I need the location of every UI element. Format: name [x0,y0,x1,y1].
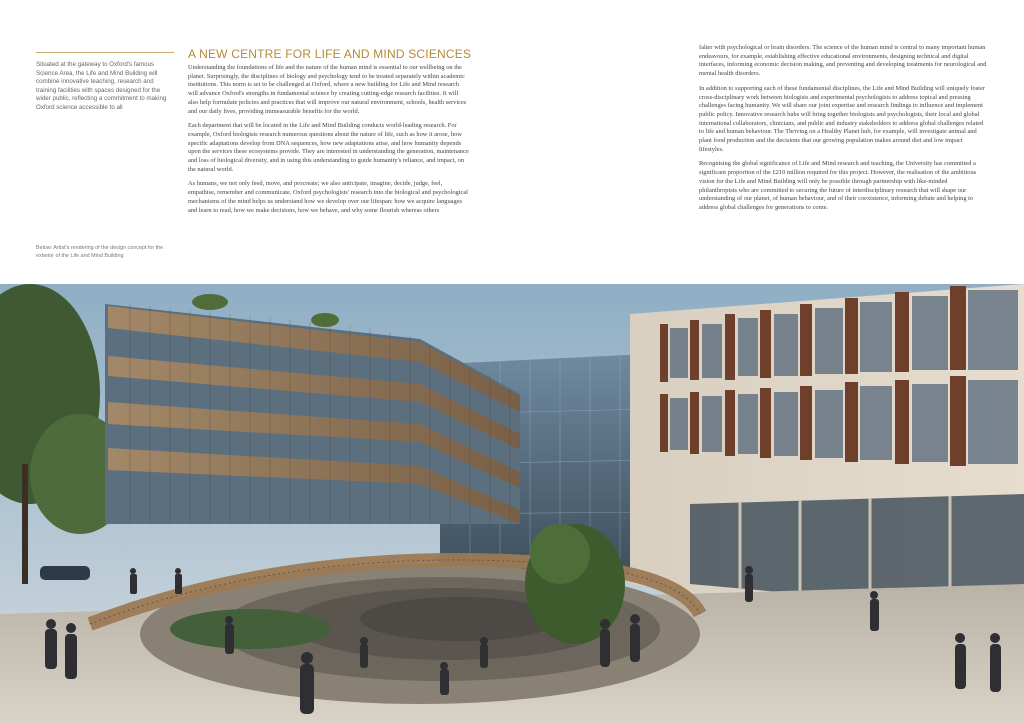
image-caption [36,244,181,260]
article-column-1 [188,64,470,221]
building-rendering-illustration [0,284,1024,724]
paragraph: As humans, we not only feed, move, and procreate; we also anticipate, imagine, decide, judge, feel, empathise, remember and communicate. Oxford psychologists' research into the biological and psychological mechanisms of the mind helps us understand how we develop over our lifespan: how we acquire languages and learn to read, how we make decisions, how we behave, and why some flourish whereas others [188,180,468,214]
paragraph: Understanding the foundations of life and the nature of the human mind is essential to our wellbeing on the planet. Surprisingly, the disciplines of biology and psychology tend to be treated separately within academic institutions. This norm is set to be challenged at Oxford, where a new building for Life and Mind research will advance Oxford's strengths in fundamental science by creating cutting-edge research facilities. It will also help formulate policies and practices that will improve our natural environment, schools, health services and our daily lives, providing immeasurable benefits for the world. [188,64,467,115]
sidebar-intro-text: Situated at the gateway to Oxford's famous Science Area, the Life and Mind Building will combine innovative teaching, research and training facilities with spaces designed for the wider public, reflecting a commitment to making Oxford science accessible to all [36,61,167,111]
sidebar-intro [36,52,174,113]
image-caption-text: Below: Artist's rendering of the design concept for the exterior of the Life and Mind Building [36,245,164,259]
paragraph: Recognising the global significance of Life and Mind research and teaching, the University has committed a significant proportion of the £210 million required for this project. However, the realisation of the ambitious vision for the Life and Mind Building will only be possible through partnership with like-minded philanthropists who are committed to securing the future of interdisciplinary research that will shape our understanding of our planet, of human behaviour, and of their coexistence, informing debate and helping to address global challenges for generations to come. [699,160,977,211]
paragraph: In addition to supporting each of these fundamental disciplines, the Life and Mind Building will uniquely foster cross-disciplinary work between biologists and experimental psychologists to address topical and pressing challenges facing humanity. We will share our joint expertise and research findings to influence and implement public policy. Innovative research hubs will bring together biologists and psychologists, their local and global international collaborators, clinicians, and public and industry stakeholders to address global challenges related to life and human behaviour. The Thriving on a Healthy Planet hub, for example, will investigate animal and plant food production and the decisions that our growing population makes around diet and low impact lifestyles. [699,84,985,153]
paragraph: falter with psychological or brain disorders. The science of the human mind is central to many important human endeavours, for example, establishing effective educational environments, designing technical and digital interfaces, informing economic decision making, and preventing and developing treatments for neurological and mental health disorders. [699,44,987,78]
paragraph: Each department that will be located in the Life and Mind Building conducts world-leading research. For example, Oxford biologists research numerous questions about the nature of life, such as how it arose, how specific adaptations develop from DNA sequences, how new adaptations arise, and how humanity depends upon the services these ecosystems provide. They are interested in understanding the generation, maintenance and loss of biological diversity, and in using this understanding to guide humanity's reliance, and impact, on the natural world. [188,122,469,173]
article-heading: A NEW CENTRE FOR LIFE AND MIND SCIENCES [188,47,472,61]
article-column-2 [699,44,987,219]
building-rendering [0,284,1024,724]
